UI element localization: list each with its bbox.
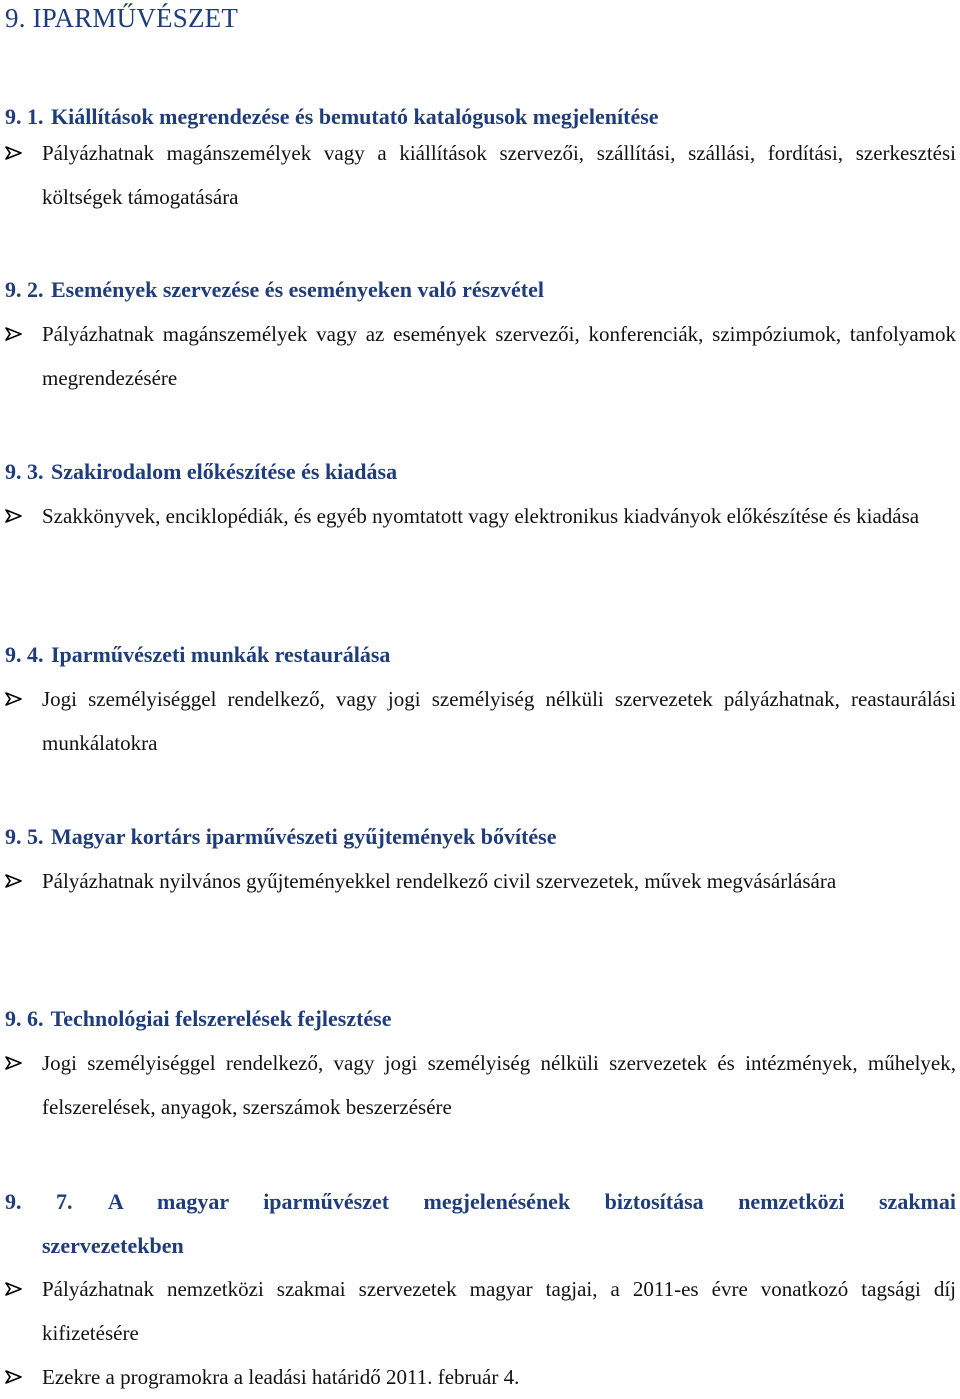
section-title-line-1	[5, 1180, 956, 1224]
bullet-text: Szakkönyvek, enciklopédiák, és egyéb nyomtatott vagy elektronikus kiadványok előkészítése és kiadása	[42, 504, 920, 528]
arrowhead-bullet-icon	[5, 494, 35, 538]
section-number: 9. 5.	[5, 824, 44, 849]
section-9-5-title	[5, 815, 956, 859]
bullet-item	[5, 1355, 956, 1399]
arrowhead-bullet-icon	[5, 312, 35, 356]
arrowhead-bullet-icon	[5, 131, 35, 175]
arrowhead-bullet-icon	[5, 1355, 35, 1399]
section-title-text: Események szervezése és eseményeken való részvétel	[51, 277, 544, 302]
section-number: 9. 4.	[5, 642, 44, 667]
bullet-text: Pályázhatnak magánszemélyek vagy az események szervezői, konferenciák, szimpóziumok, tanfolyamok megrendezésére	[42, 322, 956, 390]
arrowhead-bullet-icon	[5, 1267, 35, 1311]
bullet-text: Pályázhatnak nyilvános gyűjteményekkel rendelkező civil szervezetek, művek megvásárlására	[42, 869, 837, 893]
arrowhead-bullet-icon	[5, 1041, 35, 1085]
page-title: 9. IPARMŰVÉSZET	[5, 3, 239, 33]
bullet-item	[5, 131, 956, 219]
bullet-item	[5, 859, 956, 903]
section-title-line-2: szervezetekben	[42, 1233, 184, 1258]
arrowhead-bullet-icon	[5, 677, 35, 721]
bullet-text: Pályázhatnak nemzetközi szakmai szervezetek magyar tagjai, a 2011-es évre vonatkozó tagsági díj kifizetésére	[42, 1277, 956, 1345]
section-number: 9. 7.	[5, 1189, 73, 1214]
section-9-3-title	[5, 450, 956, 494]
bullet-text: Jogi személyiséggel rendelkező, vagy jogi személyiség nélküli szervezetek és intézmények, műhelyek, felszerelések, anyagok, szerszámok beszerzésére	[42, 1051, 956, 1119]
section-title-text: Kiállítások megrendezése és bemutató katalógusok megjelenítése	[51, 104, 659, 129]
section-number: 9. 1.	[5, 104, 44, 129]
section-title-text: Szakirodalom előkészítése és kiadása	[51, 459, 398, 484]
bullet-text: Ezekre a programokra a leadási határidő 2011. február 4.	[42, 1365, 520, 1389]
bullet-item	[5, 1041, 956, 1129]
bullet-item	[5, 677, 956, 765]
bullet-text: Jogi személyiséggel rendelkező, vagy jogi személyiség nélküli szervezetek pályázhatnak, reastaurálási munkálatokra	[42, 687, 956, 755]
section-title-text: Magyar kortárs iparművészeti gyűjtemények bővítése	[51, 824, 557, 849]
section-9-4-title	[5, 633, 956, 677]
arrowhead-bullet-icon	[5, 859, 35, 903]
section-9-7-title	[5, 1180, 956, 1268]
bullet-item	[5, 312, 956, 400]
section-number: 9. 6.	[5, 1006, 44, 1031]
section-9-2-title	[5, 268, 956, 312]
section-title-text: Iparművészeti munkák restaurálása	[51, 642, 391, 667]
section-number: 9. 2.	[5, 277, 44, 302]
section-title-text: A magyar iparművészet megjelenésének biztosítása nemzetközi szakmai	[107, 1189, 956, 1214]
section-number: 9. 3.	[5, 459, 44, 484]
bullet-text: Pályázhatnak magánszemélyek vagy a kiállítások szervezői, szállítási, szállási, fordítási, szerkesztési költségek támogatására	[42, 141, 956, 209]
section-title-text: Technológiai felszerelések fejlesztése	[50, 1006, 392, 1031]
section-9-6-title	[5, 997, 956, 1041]
bullet-item	[5, 1267, 956, 1355]
bullet-item	[5, 494, 956, 538]
